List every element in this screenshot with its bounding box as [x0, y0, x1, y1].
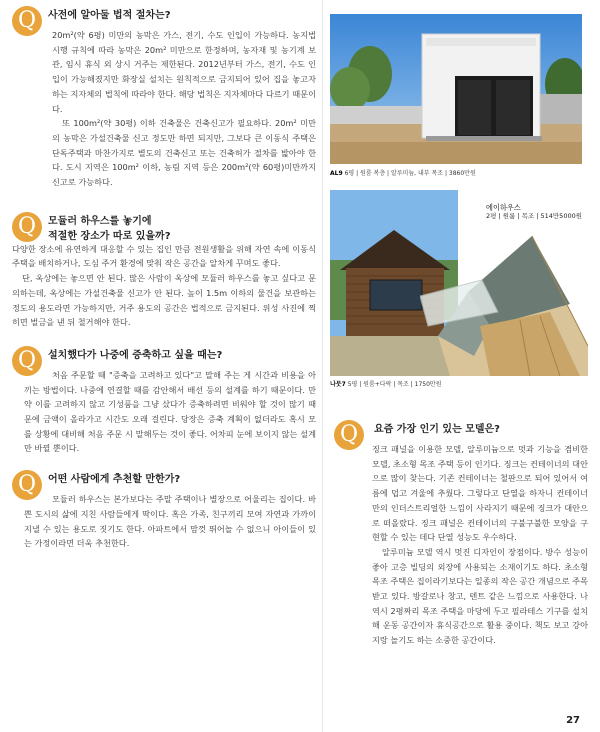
- q-badge-icon: Q: [12, 6, 42, 36]
- photo2-model-name: 나뭇7: [330, 381, 346, 388]
- q1-paragraph: 20m²(약 6평) 미만의 농막은 가스, 전기, 수도 인입이 가능하다. 농지법 시행 규칙에 따라 농막은 20m² 미만으로 한정하며, 농자재 및 농기계 보관, 임시 휴식 외 상시 거주는 제한된다. 2012년부터 가스, 전기, 수도 인입이 가능해졌지만 화장실 설치는 원칙적으로 금지되어 있어 집을 놓고자 하는 지자체의 법칙에 따라야 한다. 해당 법칙은 지자체마다 다르기 때문이다.: [52, 30, 316, 114]
- right-column: [334, 420, 588, 648]
- q3-header: [12, 346, 312, 380]
- house-photo-image: [330, 14, 582, 164]
- column-divider: [322, 0, 323, 732]
- photo3-tag: [486, 203, 582, 221]
- q1-section: [12, 6, 316, 190]
- photo2-caption-detail: 5평 | 원룸+다락 | 목조 | 1750만원: [347, 381, 442, 388]
- photo1-caption-detail: 6평 | 원룸 복층 | 알루미늄, 내부 목조 | 3860만원: [344, 170, 476, 177]
- q4-title: 어떤 사람에게 추천할 만한가?: [48, 474, 181, 486]
- q-badge-icon: Q: [12, 470, 42, 500]
- q3-paragraph: 처음 주문할 때 "증축을 고려하고 있다"고 말해 주는 게 시간과 비용을 아끼는 방법이다. 나중에 연결할 때를 감안해서 배선 등의 설계를 하기 때문이다. 만약 이를 고려하지 않고 기성품을 그냥 샀다가 증축하려면 비워야 할 것이 많기 때문에 금액이 올라가고 시간도 오래 걸린다. 당장은 증축 계획이 없더라도 혹시 모를 상황에 대비해 처음 주문 시 말해두는 것이 좋다. 어차피 눈에 보이지 않는 설계만 바뀔 뿐이다.: [24, 369, 316, 454]
- page-number: 27: [566, 715, 580, 726]
- photo1-model-name: AL9: [330, 170, 343, 177]
- q3-body: [12, 368, 316, 456]
- q4-header: [12, 470, 312, 504]
- photo-al9-house: [330, 14, 582, 164]
- q5-header: [334, 420, 588, 447]
- q4-paragraph: 모듈러 하우스는 본가보다는 주말 주택이나 별장으로 어울리는 집이다. 바쁜 도시의 삶에 지친 사람들에게 딱이다. 혹은 가족, 친구끼리 모여 자연과 가까이 지낼 수 있는 용도로 짓기도 한다. 아파트에서 맘껏 뛰어놀 수 없으니 아이들이 있는 가정이라면 더욱 추천한다.: [24, 494, 316, 549]
- q1-body: [12, 28, 316, 190]
- q2-header: [12, 212, 312, 242]
- q2-section: [12, 212, 316, 330]
- q-badge-icon: Q: [12, 346, 42, 376]
- photo3-tag-detail: 2평 | 원룸 | 목조 | 514만5000원: [486, 212, 583, 220]
- photo1-caption: [330, 168, 476, 177]
- q1-paragraph: 또 100m²(약 30평) 이하 건축물은 건축신고가 필요하다. 20m² 미만의 농막은 가설건축물 신고 정도만 하면 되지만, 그보다 큰 이동식 주택은 단독주택과 마찬가지로 별도의 건축신고 또는 건축허가 절차를 밟아야 한다. 도시 지역은 100m² 이하, 농림 지역 등은 200m²(약 60평)미만까지 신고로 가능하다.: [52, 118, 316, 188]
- q2-paragraph: 단, 옥상에는 놓으면 안 된다. 많은 사람이 옥상에 모듈러 하우스를 놓고 싶다고 문의하는데, 옥상에는 가설건축물 신고가 안 된다. 높이 1.5m 이하의 물건을 보관하는 정도의 용도라면 가능하지만, 거주 용도의 공간은 법적으로 금지된다. 위성 사진에 찍히면 벌금을 낸 뒤 철거해야 한다.: [12, 273, 316, 328]
- a-frame-house-image: [420, 226, 588, 386]
- left-column: [12, 6, 316, 551]
- q1-title: 사전에 알아둘 법적 절차는?: [48, 10, 171, 21]
- photo-a-house: [420, 226, 588, 386]
- photo3-model-name: 에이하우스: [486, 203, 521, 212]
- q2-paragraph: 다양한 장소에 유연하게 대응할 수 있는 집인 만큼 전원생활을 위해 자연 속에 이동식 주택을 배치하거나, 도심 주거 환경에 맞춰 작은 공간을 알차게 꾸며도 좋다.: [12, 243, 316, 269]
- q5-title: 요즘 가장 인기 있는 모델은?: [374, 424, 500, 435]
- q2-title: [48, 214, 171, 244]
- q2-title-line: 모듈러 하우스를 놓기에: [48, 215, 152, 227]
- q2-body: [12, 242, 316, 330]
- q2-title-line: 적절한 장소가 따로 있을까?: [48, 230, 171, 242]
- q5-paragraph: 징크 패널을 이용한 모델, 알루미늄으로 멋과 기능을 겸비한 모델, 초소형 목조 주택 등이 인기다. 징크는 컨테이너의 대안으로 많이 찾는다. 기존 컨테이너는 철판으로 되어 있어서 여름에 덥고 겨울에 추웠다. 그렇다고 단열을 하자니 컨테이너만의 인더스트리얼한 느낌이 사라지기 때문에 징크가 대안으로 떠올랐다. 징크 패널은 컨테이너의 구불구불한 모양을 구현할 수 있는 데다 단열 성능도 우수하다.: [372, 444, 588, 543]
- q1-header: [12, 6, 312, 40]
- q4-section: [12, 470, 316, 551]
- q-badge-icon: Q: [334, 420, 364, 450]
- q-badge-icon: Q: [12, 212, 42, 242]
- q5-paragraph: 알루미늄 모델 역시 멋진 디자인이 장점이다. 방수 성능이 좋아 고층 빌딩의 외장에 사용되는 소재이기도 하다. 초소형 목조 주택은 집이라기보다는 일종의 작은 공간 개념으로 주목받고 있다. 방갈로나 창고, 텐트 같은 느낌으로 사용한다. 나 역시 2평짜리 목조 주택을 마당에 두고 필라테스 기구를 설치해 운동 공간이자 휴식공간으로 활용 중이다. 책도 보고 강아지랑 놀기도 하는 소중한 공간이다.: [372, 546, 588, 646]
- q3-title: 설치했다가 나중에 증축하고 싶을 때는?: [48, 349, 223, 361]
- q3-section: [12, 346, 316, 456]
- q5-body: [334, 442, 588, 648]
